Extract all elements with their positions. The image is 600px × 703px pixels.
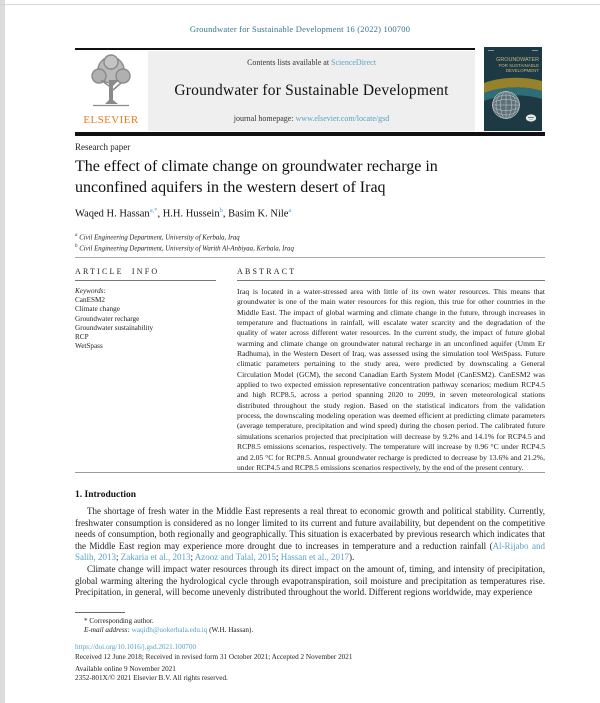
header-top-rule [75, 48, 475, 50]
article-info-rule [75, 280, 216, 281]
viewer-left-edge [0, 0, 5, 703]
citation-link[interactable]: Zakaria et al., 2013 [120, 552, 191, 563]
introduction-body [75, 506, 545, 599]
affiliation-text: Civil Engineering Department, University of Kerbala, Iraq [77, 234, 240, 242]
author-name: Basim K. Nile [228, 208, 289, 220]
received-line: Received 12 June 2018; Received in revised form 31 October 2021; Accepted 2 November 2021 [75, 653, 353, 661]
section-divider [75, 472, 545, 473]
keyword-item: Groundwater recharge [75, 314, 140, 323]
elsevier-tree-icon [85, 52, 137, 108]
available-online-line: Available online 9 November 2021 [75, 665, 176, 673]
keyword-item: RCP [75, 333, 89, 342]
cover-society-emblem [526, 114, 536, 121]
keywords-label: Keywords: [75, 287, 106, 295]
affiliation [75, 232, 294, 243]
contents-line [247, 58, 376, 67]
homepage-link[interactable]: www.elsevier.com/locate/gsd [295, 114, 390, 123]
viewer-top-edge [0, 4, 600, 5]
header-band [148, 51, 475, 131]
doi-line [75, 643, 196, 651]
affiliation-text: Civil Engineering Department, University of Warith Al-Anbiyaa, Kerbala, Iraq [77, 245, 294, 253]
affiliation-superscript: b [75, 244, 78, 250]
intro-paragraph-text: The shortage of fresh water in the Middle East represents a real threat to economic growth and political stability. Currently, freshwater consumption is considered as no longer limited to its current and future availability, but dependent on the competitive needs of consumption, both regionally and geographically. This situation is exacerbated by previous research which indicates that the Middle East region may experience more drought due to increases in temperature and a reduction rainfall ( [75, 506, 545, 551]
article-type-label: Research paper [75, 142, 131, 152]
elsevier-wordmark: ELSEVIER [83, 114, 139, 126]
citation-separator: ; [190, 552, 195, 563]
cover-title-line1: GROUNDWATER [496, 57, 539, 63]
cover-title-line3: DEVELOPMENT [505, 68, 539, 73]
abstract-text: Iraq is located in a water-stressed area with little of its own water resources. This means that groundwater is one of the main water resources for this region, this true for other countries in the Middle East. The impact of global warming and climate change in the future, through increases in temperature and fluctuations in rainfall, will escalate water scarcity and the degradation of the quality of water across different water resources. In the current study, the impact of future global warming and climate change on groundwater natural recharge in an unconfined aquifer (Umm Er Radhuma), in the Western Desert of Iraq, was assessed using the simulation tool WetSpass. Future climatic parameters pertaining to the study area, were predicted by downscaling a General Circulation Model (GCM), the second Canadian Earth System Model (CanESM2). CanESM2 was applied to two expected emission representative concentration pathway scenarios; medium RCP4.5 and high RCP8.5, across a period spanning 2020 to 2099, in seven meteorological stations distributed throughout the study region. Based on the statistical indicators from the validation process, the downscaling modeling operation was deemed efficient at predicting climate parameters (average temperature, precipitation and wind speed) during the chosen period. The calibrated future simulations scenarios projected that precipitation will decrease by 9.2% and 14.1% for RCP4.5 and RCP8.5 emissions scenarios, respectively. The temperature will increase by 0.96 °C under RCP4.5 and 2.05 °C for RCP8.5. Annual groundwater recharge is predicted to decrease by 13.6% and 21.2%, under RCP4.5 and RCP8.5 emissions scenarios respectively, by the end of the present century. [237, 287, 545, 472]
cover-globe-icon [493, 92, 520, 119]
article-title [75, 157, 555, 198]
author-separator: , [157, 208, 163, 220]
corresponding-author-note: * Corresponding author. [84, 617, 154, 625]
email-suffix: (W.H. Hassan). [207, 626, 254, 634]
affiliations [75, 232, 294, 254]
keyword-item: Climate change [75, 305, 120, 314]
elsevier-logo [75, 52, 147, 131]
abstract-heading: ABSTRACT [237, 267, 297, 276]
sciencedirect-link[interactable]: ScienceDirect [331, 58, 376, 67]
affiliation-superscript: a [75, 233, 78, 238]
email-line [84, 626, 253, 634]
citation-link[interactable]: Azooz and Talal, 2015 [194, 552, 276, 563]
email-link[interactable]: waqidh@uokerbala.edu.iq [129, 626, 208, 634]
header-bottom-rule [75, 132, 545, 136]
journal-cover-image [484, 47, 542, 131]
affiliation [75, 243, 294, 254]
cover-title-line2: FOR SUSTAINABLE [498, 63, 539, 68]
doi-link[interactable]: https://doi.org/10.1016/j.gsd.2021.100700 [75, 643, 197, 651]
copyright-line: 2352-801X/© 2021 Elsevier B.V. All rights reserved. [75, 674, 228, 682]
author-superscript[interactable]: b [219, 207, 223, 214]
author-superscript[interactable]: a [288, 207, 292, 214]
author-superscript[interactable]: a,* [149, 207, 158, 214]
email-label: E-mail address: [84, 626, 130, 634]
keywords-list [75, 296, 153, 352]
citation-link[interactable]: Hassan et al., 2017 [280, 552, 349, 563]
citation-separator: ; [275, 552, 281, 563]
author-separator: , [222, 208, 229, 220]
keyword-item: CanESM2 [75, 296, 105, 304]
author-list [75, 207, 291, 220]
homepage-line [234, 114, 389, 123]
article-title-line2: unconfined aquifers in the western desert of Iraq [75, 178, 386, 196]
citation-link[interactable]: Al-Rijabo and Salih, 2013 [75, 540, 545, 563]
intro-paragraph-1 [75, 506, 545, 564]
footnote-divider [75, 612, 125, 613]
intro-paragraph-close: ). [348, 552, 355, 563]
keyword-item: Groundwater sustainability [75, 323, 154, 332]
article-title-line1: The effect of climate change on groundwater recharge in [75, 158, 438, 175]
contents-prefix: Contents lists available at [247, 58, 332, 67]
author-name: Waqed H. Hassan [75, 208, 150, 220]
author-name: H.H. Hussein [162, 208, 220, 220]
journal-title: Groundwater for Sustainable Development [174, 81, 449, 99]
article-info-heading: ARTICLE INFO [75, 267, 160, 276]
keyword-item: WetSpass [75, 342, 103, 351]
intro-paragraph-2: Climate change will impact water resources through its direct impact on the amount of, timing, and intensity of precipitation, global warming altering the hydrological cycle through evapotranspiration, soil moisture and precipitation as temperatures rise. Precipitation, in general, will become unevenly distributed throughout the world. Different regions worldwide, may experience [75, 563, 545, 598]
introduction-heading: 1. Introduction [75, 490, 137, 500]
journal-reference: Groundwater for Sustainable Development 16 (2022) 100700 [189, 24, 411, 34]
homepage-label: journal homepage: [233, 114, 296, 123]
abstract-rule [237, 280, 545, 281]
affiliation-divider [75, 257, 545, 258]
citation-separator: ; [116, 552, 121, 563]
